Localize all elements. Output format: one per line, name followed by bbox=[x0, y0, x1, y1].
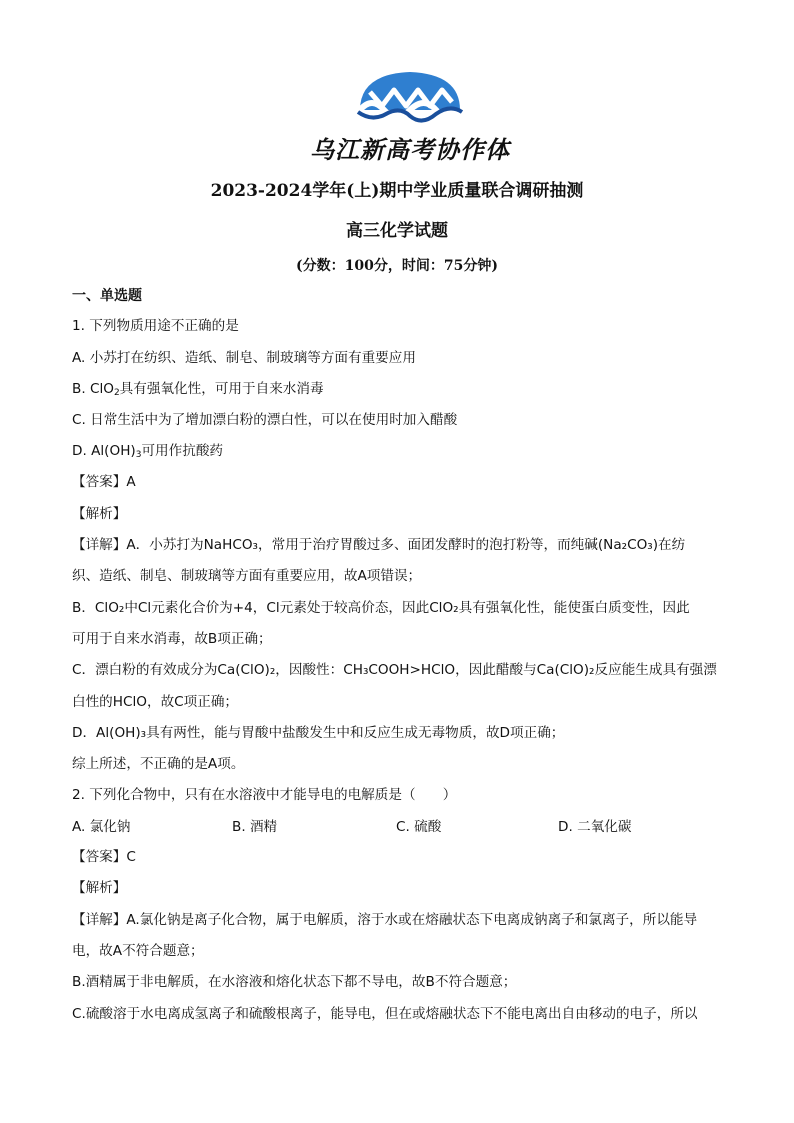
q2-detail: C.硫酸溶于水电离成氢离子和硫酸根离子，能导电，但在或熔融状态下不能电离出自由移动的电子，所以 bbox=[72, 1006, 698, 1022]
q2-option-d: D. 二氧化碳 bbox=[558, 819, 632, 835]
q2-option-a: A. 氯化钠 bbox=[72, 819, 131, 835]
q1-answer: 【答案】A bbox=[72, 474, 136, 490]
q2-stem: 2. 下列化合物中，只有在水溶液中才能导电的电解质是（ ） bbox=[72, 787, 457, 803]
exam-meta: (分数：100分，时间：75分钟) bbox=[296, 258, 498, 274]
q2-detail: 【详解】A.氯化钠是离子化合物，属于电解质，溶于水或在熔融状态下电离成钠离子和氯离子，所以能导 bbox=[72, 912, 698, 928]
q1-option-c: C. 日常生活中为了增加漂白粉的漂白性，可以在使用时加入醋酸 bbox=[72, 412, 458, 428]
q2-option-c: C. 硫酸 bbox=[396, 819, 442, 835]
q1-detail: D．Al(OH)₃具有两性，能与胃酸中盐酸发生中和反应生成无毒物质，故D项正确； bbox=[72, 725, 565, 741]
q1-analysis: 【解析】 bbox=[72, 506, 127, 522]
q1-detail: 白性的HClO，故C项正确； bbox=[72, 694, 239, 710]
q2-detail: 电，故A不符合题意； bbox=[72, 943, 204, 959]
q1-detail: B．ClO₂中Cl元素化合价为+4，Cl元素处于较高价态，因此ClO₂具有强氧化性，能使蛋白质变性，因此 bbox=[72, 600, 690, 616]
q1-detail: 可用于自来水消毒，故B项正确； bbox=[72, 631, 272, 647]
exam-subtitle: 高三化学试题 bbox=[346, 221, 448, 241]
q2-analysis: 【解析】 bbox=[72, 880, 127, 896]
q1-detail: C．漂白粉的有效成分为Ca(ClO)₂，因酸性：CH₃COOH>HClO，因此醋酸与Ca(ClO)₂反应能生成具有强漂 bbox=[72, 662, 717, 678]
q1-option-a: A. 小苏打在纺织、造纸、制皂、制玻璃等方面有重要应用 bbox=[72, 350, 416, 366]
logo bbox=[300, 66, 520, 164]
q1-detail: 综上所述，不正确的是A项。 bbox=[72, 756, 245, 772]
q1-option-d: D. $Al(OH)_3$可用作抗酸药 bbox=[72, 443, 224, 460]
q1-detail: 织、造纸、制皂、制玻璃等方面有重要应用，故A项错误； bbox=[72, 568, 422, 584]
q1-stem: 1. 下列物质用途不正确的是 bbox=[72, 318, 239, 334]
q2-options bbox=[72, 815, 712, 835]
q2-detail: B.酒精属于非电解质，在水溶液和熔化状态下都不导电，故B不符合题意； bbox=[72, 974, 517, 990]
logo-wave-icon bbox=[300, 66, 520, 128]
logo-text: 乌江新高考协作体 bbox=[310, 136, 510, 164]
exam-title: 2023-2024学年(上)期中学业质量联合调研抽测 bbox=[210, 181, 584, 201]
q1-option-b: B. ClO$_2$具有强氧化性，可用于自来水消毒 bbox=[72, 381, 324, 398]
q2-option-b: B. 酒精 bbox=[232, 819, 278, 835]
q2-answer: 【答案】C bbox=[72, 849, 136, 865]
q1-detail: 【详解】A．小苏打为NaHCO₃，常用于治疗胃酸过多、面团发酵时的泡打粉等，而纯碱(Na₂CO₃)在纺 bbox=[72, 537, 686, 553]
section-heading: 一、单选题 bbox=[72, 288, 142, 304]
